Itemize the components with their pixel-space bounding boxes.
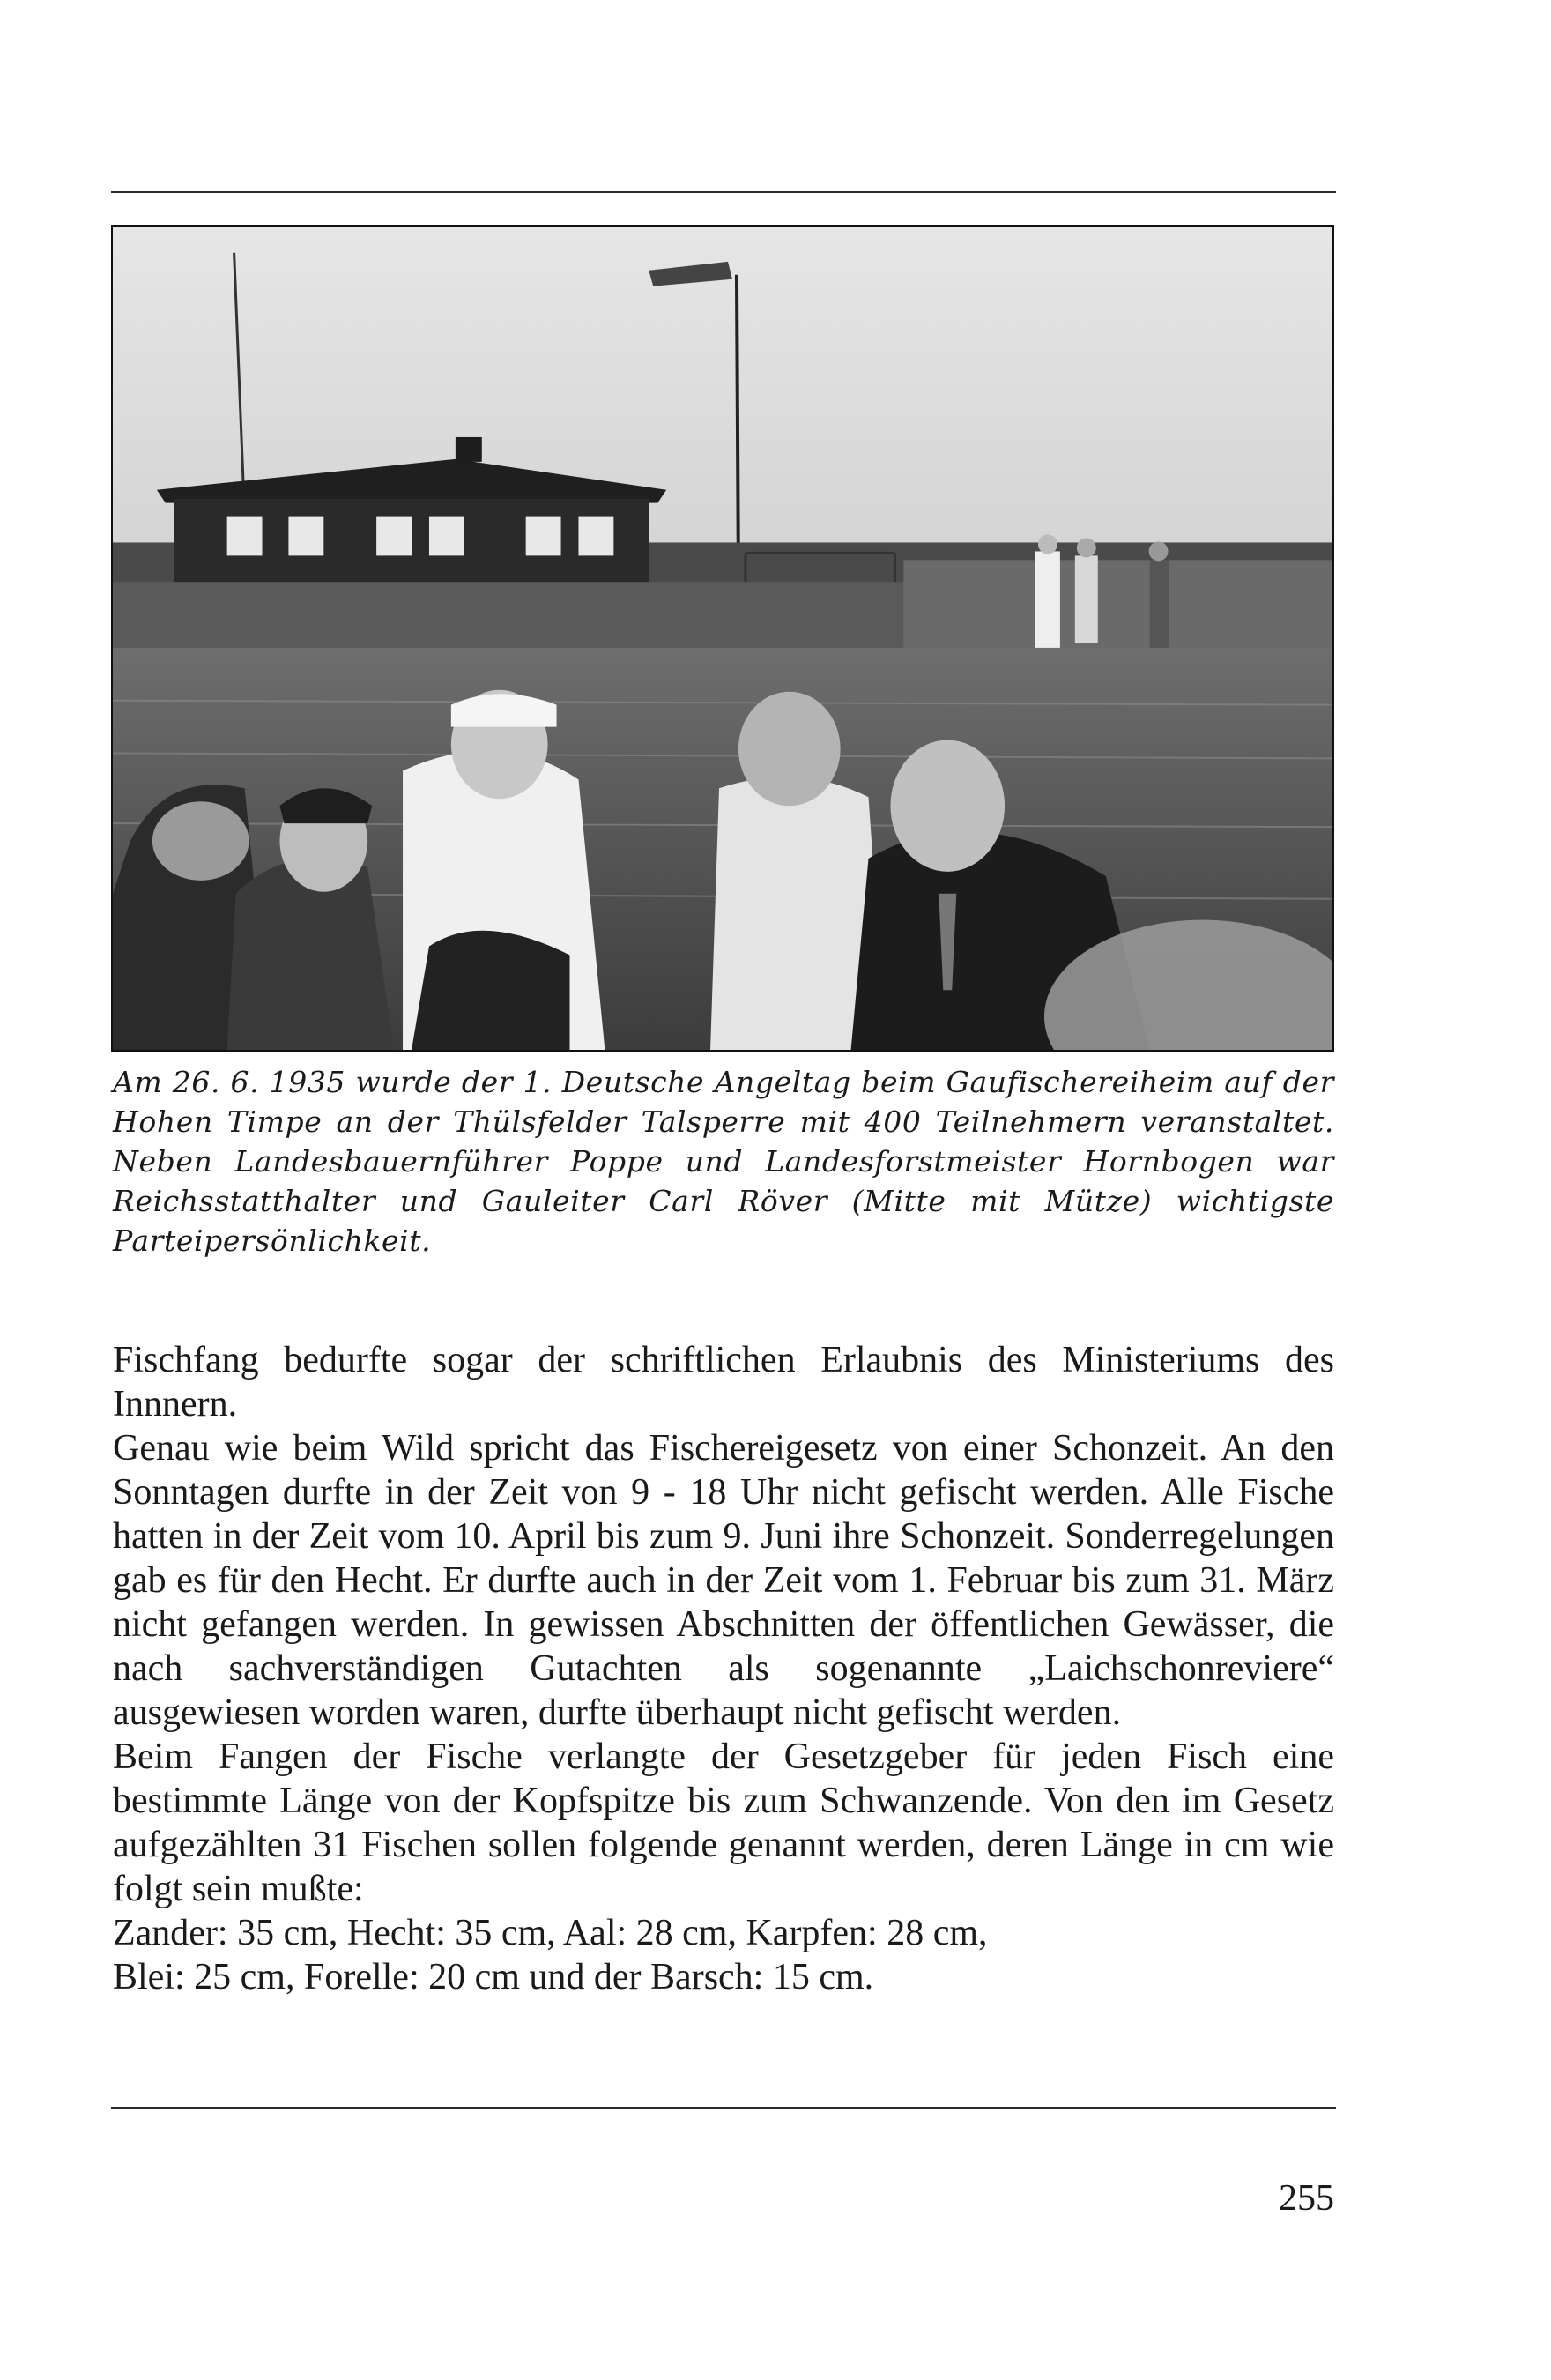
top-rule [111, 191, 1336, 193]
jetty [903, 560, 1332, 657]
body-text [113, 1338, 1334, 1999]
photo-caption: Am 26. 6. 1935 wurde der 1. Deutsche Angeltag beim Gaufischereiheim auf der Hohen Timpe an der Thülsfelder Talsperre mit 400 Teilnehmern veranstaltet. Neben Landesbauernführer Poppe und Landesforstmeister Hornbogen war Reichsstatthalter und Gauleiter Carl Röver (Mitte mit Mütze) wichtigste Parteipersönlichkeit. [113, 1065, 1334, 1258]
paragraph: Zander: 35 cm, Hecht: 35 cm, Aal: 28 cm, Karpfen: 28 cm, [113, 1913, 988, 1953]
historical-photo [111, 225, 1334, 1052]
paragraph: Fischfang bedurfte sogar der schriftlichen Erlaubnis des Ministeriums des Innnern. [113, 1340, 1334, 1424]
page-number: 255 [1279, 2178, 1334, 2219]
chimney [456, 437, 482, 462]
paragraph: Blei: 25 cm, Forelle: 20 cm und der Barsch: 15 cm. [113, 1957, 874, 1997]
photo-illustration [113, 227, 1332, 1050]
paragraph: Beim Fangen der Fische verlangte der Gesetzgeber für jeden Fisch eine bestimmte Länge von der Kopfspitze bis zum Schwanzende. Von den im Gesetz aufgezählten 31 Fischen sollen folgende genannt werden, deren Länge in cm wie folgt sein mußte: [113, 1737, 1334, 1909]
paragraph: Genau wie beim Wild spricht das Fischereigesetz von einer Schonzeit. An den Sonntagen durfte in der Zeit von 9 - 18 Uhr nicht gefischt werden. Alle Fische hatten in der Zeit vom 10. April bis zum 9. Juni ihre Schonzeit. Sonderregelungen gab es für den Hecht. Er durfte auch in der Zeit vom 1. Februar bis zum 31. März nicht gefangen werden. In gewissen Abschnitten der öffentlichen Gewässer, die nach sachverständigen Gutachten als sogenannte „Laichschonreviere“ ausgewiesen worden waren, durfte überhaupt nicht gefischt werden. [113, 1428, 1334, 1733]
bottom-rule [111, 2107, 1336, 2109]
flagpole [737, 275, 738, 578]
